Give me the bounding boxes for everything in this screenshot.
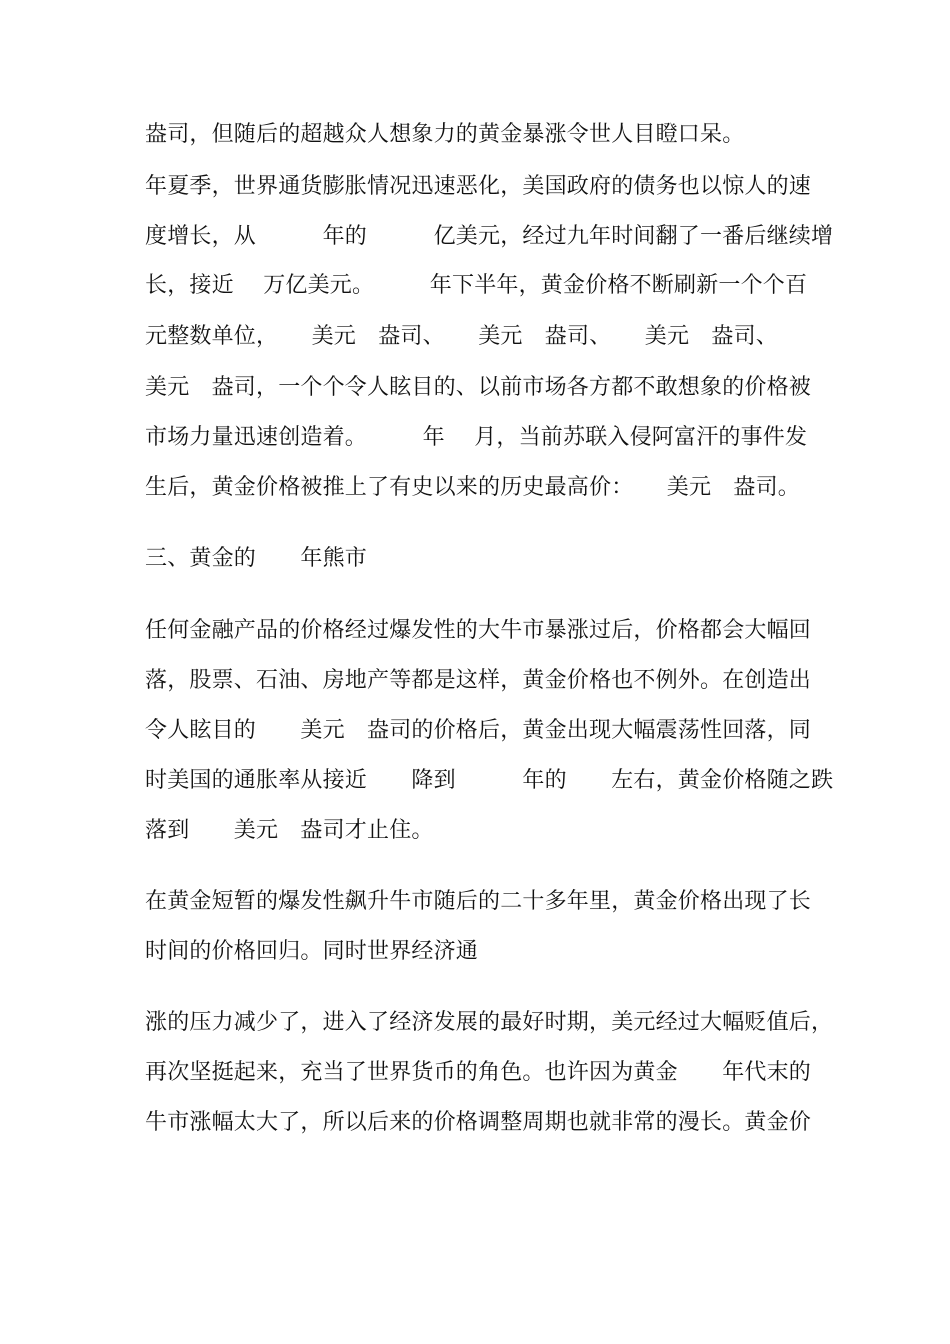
text-line: 度增长，从 年的 亿美元，经过九年时间翻了一番后继续增 xyxy=(145,224,834,249)
text-line: 任何金融产品的价格经过爆发性的大牛市暴涨过后，价格都会大幅回 xyxy=(145,618,812,643)
text-line: 盎司，但随后的超越众人想象力的黄金暴涨令世人目瞪口呆。 xyxy=(145,122,745,147)
text-line: 年夏季，世界通货膨胀情况迅速恶化，美国政府的债务也以惊人的速 xyxy=(145,174,812,199)
text-line: 在黄金短暂的爆发性飙升牛市随后的二十多年里，黄金价格出现了长 xyxy=(145,889,812,914)
text-line: 落，股票、石油、房地产等都是这样，黄金价格也不例外。在创造出 xyxy=(145,668,812,693)
text-line: 涨的压力减少了，进入了经济发展的最好时期，美元经过大幅贬值后， xyxy=(145,1010,834,1035)
text-line: 落到 美元 盎司才止住。 xyxy=(145,818,434,843)
text-line: 生后，黄金价格被推上了有史以来的历史最高价： 美元 盎司。 xyxy=(145,475,801,500)
text-line: 时美国的通胀率从接近 降到 年的 左右，黄金价格随之跌 xyxy=(145,768,834,793)
text-line: 牛市涨幅太大了，所以后来的价格调整周期也就非常的漫长。黄金价 xyxy=(145,1110,812,1135)
text-line: 美元 盎司，一个个令人眩目的、以前市场各方都不敢想象的价格被 xyxy=(145,375,812,400)
text-line: 再次坚挺起来，充当了世界货币的角色。也许因为黄金 年代末的 xyxy=(145,1060,812,1085)
section-heading: 三、黄金的 年熊市 xyxy=(145,546,368,571)
text-line: 市场力量迅速创造着。 年 月，当前苏联入侵阿富汗的事件发 xyxy=(145,425,808,450)
text-line: 时间的价格回归。同时世界经济通 xyxy=(145,939,479,964)
text-line: 长，接近 万亿美元。 年下半年，黄金价格不断刷新一个个百 xyxy=(145,273,808,298)
text-line: 令人眩目的 美元 盎司的价格后，黄金出现大幅震荡性回落，同 xyxy=(145,718,812,743)
text-line: 元整数单位， 美元 盎司、 美元 盎司、 美元 盎司、 xyxy=(145,324,779,349)
